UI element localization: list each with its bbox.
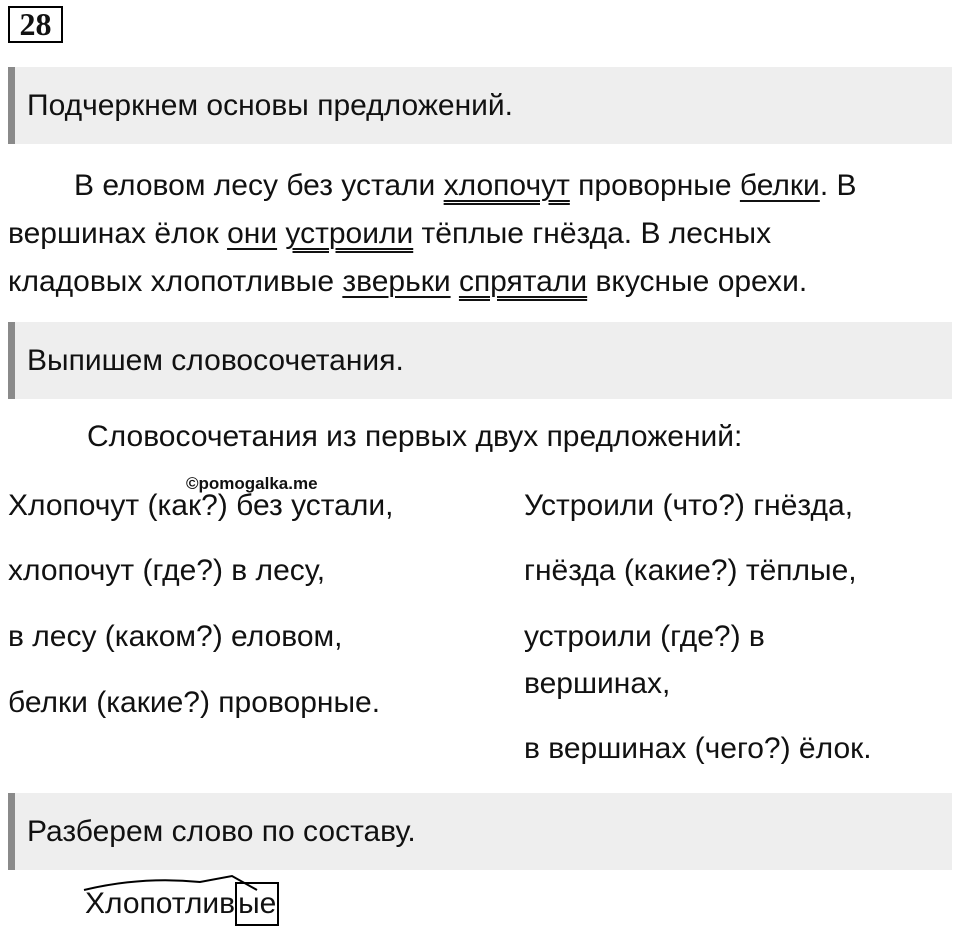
section-heading-phrases bbox=[8, 322, 952, 399]
phrase-item: в вершинах (чего?) ёлок. bbox=[524, 732, 872, 765]
text-line-3: кладовых хлопотливые зверьки спрятали вкусные орехи. bbox=[8, 265, 808, 298]
phrase-item: вершинах, bbox=[524, 667, 671, 700]
word-ending-box: ые bbox=[235, 882, 279, 926]
phrase-item: хлопочут (где?) в лесу, bbox=[8, 554, 326, 587]
word-morpheme-analysis bbox=[85, 882, 279, 926]
text-line-1: В еловом лесу без устали хлопочут проворные белки. В bbox=[74, 169, 857, 202]
phrase-item: Хлопочут (как?) без устали, bbox=[8, 489, 394, 522]
subject: они bbox=[227, 217, 278, 250]
section-heading-text: Подчеркнем основы предложений. bbox=[27, 88, 514, 122]
section-heading-text: Разберем слово по составу. bbox=[27, 814, 416, 848]
phrase-item: устроили (где?) в bbox=[524, 620, 765, 653]
phrase-item: в лесу (каком?) еловом, bbox=[8, 620, 343, 653]
word-stem: Хлопотлив bbox=[85, 887, 236, 920]
text-line-2: вершинах ёлок они устроили тёплые гнёзда. В лесных bbox=[8, 217, 772, 250]
section-heading-morphology bbox=[8, 793, 952, 870]
predicate: хлопочут bbox=[443, 169, 570, 202]
phrase-item: Устроили (что?) гнёзда, bbox=[524, 489, 854, 522]
subject: зверьки bbox=[342, 265, 451, 298]
section-heading-bases bbox=[8, 67, 952, 144]
predicate: устроили bbox=[285, 217, 414, 250]
subject: белки bbox=[739, 169, 820, 202]
watermark: ©pomogalka.me bbox=[186, 474, 318, 493]
phrase-item: гнёзда (какие?) тёплые, bbox=[524, 554, 857, 587]
phrase-item: белки (какие?) проворные. bbox=[8, 686, 381, 719]
section-heading-text: Выпишем словосочетания. bbox=[27, 343, 404, 377]
predicate: спрятали bbox=[458, 265, 588, 298]
task-number: 28 bbox=[8, 6, 63, 43]
phrases-subheading: Словосочетания из первых двух предложений: bbox=[87, 420, 743, 453]
text-paragraph bbox=[8, 162, 958, 306]
